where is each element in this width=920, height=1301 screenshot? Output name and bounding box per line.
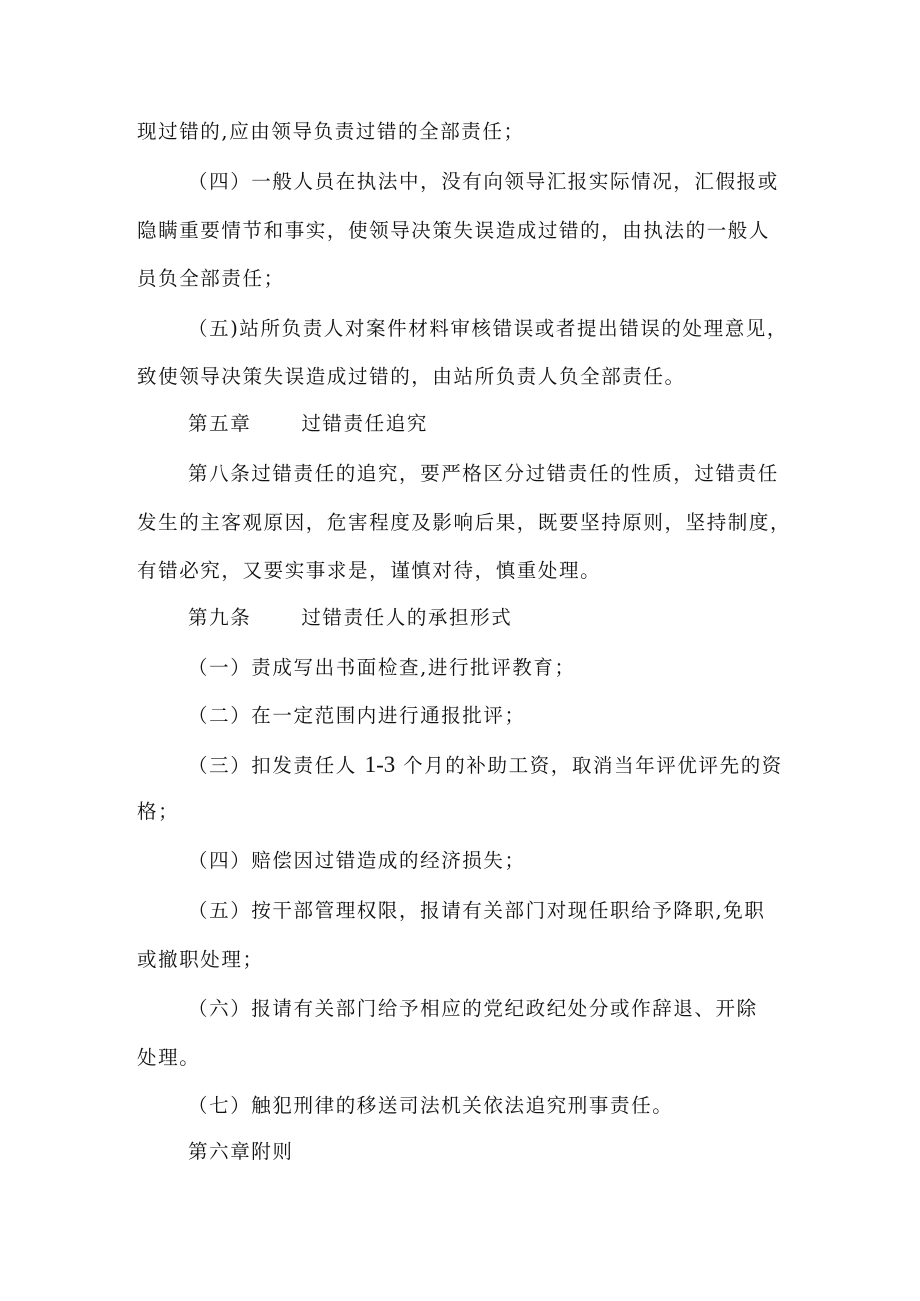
text-line: （二）在一定范围内进行通报批评； — [188, 704, 526, 727]
text-line: 现过错的,应由领导负责过错的全部责任； — [137, 120, 525, 143]
article-heading — [188, 608, 512, 628]
text-line: 或撤职处理； — [137, 948, 264, 971]
chapter-number: 第五章 — [188, 412, 252, 435]
text-line: （五)站所负责人对案件材料审核错误或者提出错误的处理意见， — [188, 317, 789, 340]
month-range: 1-3 — [364, 752, 396, 777]
text-line: 有错必究，又要实事求是，谨慎对待，慎重处理。 — [137, 559, 602, 582]
chapter-title: 过错责任追究 — [301, 412, 428, 435]
chapter-heading — [188, 414, 428, 434]
article-title: 过错责任人的承担形式 — [301, 606, 513, 629]
text-line: 格； — [137, 800, 180, 823]
text-line: 处理。 — [137, 1046, 201, 1069]
text-segment: 个月的补助工资，取消当年评优评先的资 — [403, 754, 783, 777]
text-line: 第八条过错责任的追究，要严格区分过错责任的性质，过错责任 — [188, 462, 779, 485]
text-line: 发生的主客观原因，危害程度及影响后果，既要坚持原则，坚持制度， — [137, 511, 792, 534]
text-line — [188, 753, 783, 776]
text-line: 致使领导决策失误造成过错的，由站所负责人负全部责任。 — [137, 365, 686, 388]
text-line: （七）触犯刑律的移送司法机关依法追究刑事责任。 — [188, 1094, 674, 1117]
text-line: （一）责成写出书面检查,进行批评教育； — [188, 656, 576, 679]
article-number: 第九条 — [188, 606, 252, 629]
chapter-heading: 第六章附则 — [188, 1140, 294, 1163]
text-line: （五）按干部管理权限，报请有关部门对现任职给予降职,免职 — [188, 899, 766, 922]
text-line: 隐瞒重要情节和事实，使领导决策失误造成过错的，由执法的一般人 — [137, 219, 771, 242]
text-line: （四）赔偿因过错造成的经济损失； — [188, 849, 526, 872]
text-line: （四）一般人员在执法中，没有向领导汇报实际情况，汇假报或 — [188, 170, 779, 193]
text-segment: （三）扣发责任人 — [188, 754, 357, 777]
text-line: （六）报请有关部门给予相应的党纪政纪处分或作辞退、开除 — [188, 997, 758, 1020]
text-line: 员负全部责任； — [137, 267, 285, 290]
